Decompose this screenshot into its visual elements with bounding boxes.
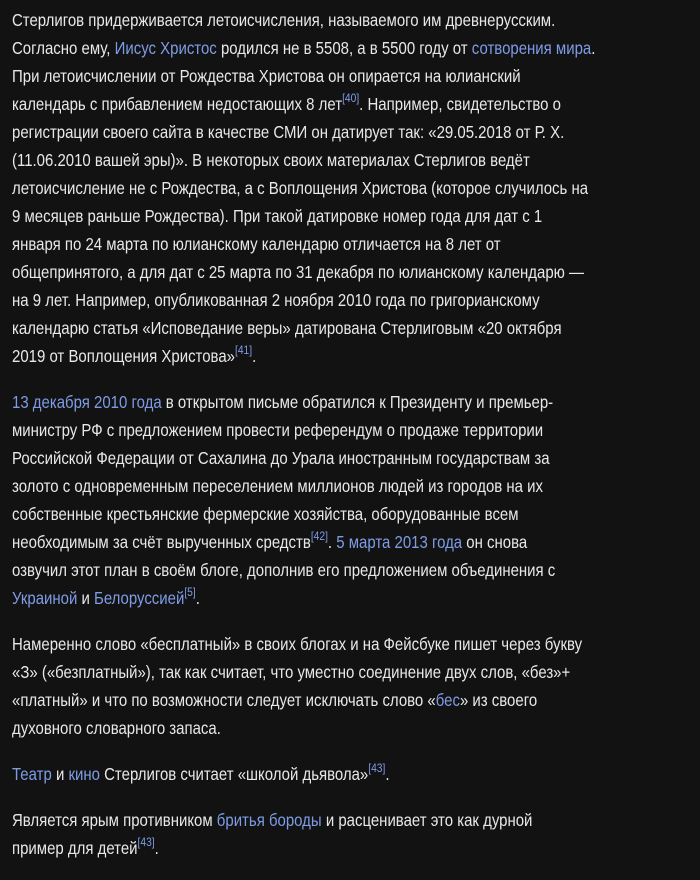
- text: Является ярым противником: [12, 810, 217, 830]
- paragraph-referendum: [12, 388, 679, 612]
- text: в открытом письме обратился к Президенту и премьер-: [161, 392, 554, 412]
- link-shaving[interactable]: бритья бороды: [216, 810, 322, 830]
- text: пример для детей: [12, 838, 138, 858]
- paragraph-theatre: [12, 760, 679, 788]
- text-line: [12, 584, 679, 612]
- text-line: озвучил этот план в своём блоге, дополнив его предложением объединения с: [12, 560, 556, 580]
- reference-link[interactable]: [42]: [310, 529, 328, 543]
- link-date-2010[interactable]: 13 декабря 2010 года: [12, 392, 162, 412]
- text-line: летоисчисление не с Рождества, а с Воплощения Христова (которое случилось на: [12, 178, 589, 198]
- paragraph-bezplatny: [12, 630, 679, 742]
- text-line: Намеренно слово «бесплатный» в своих блогах и на Фейсбуке пишет через букву: [12, 634, 583, 654]
- reference-40[interactable]: [342, 91, 359, 105]
- text-line: [12, 342, 679, 370]
- text-line: общепринятого, а для дат с 25 марта по 31 декабря по юлианскому календарю —: [12, 262, 585, 282]
- text: родился не в 5508, а в 5500 году от: [216, 38, 472, 58]
- text-line: [12, 34, 679, 62]
- link-bes[interactable]: бес: [435, 690, 460, 710]
- text-line: [12, 388, 679, 416]
- text-line: При летоисчислении от Рождества Христова он опирается на юлианский: [12, 66, 521, 86]
- text-line: регистрации своего сайта в качестве СМИ он датирует так: «29.05.2018 от Р. Х.: [12, 122, 565, 142]
- text: .: [154, 838, 159, 858]
- text-line: министру РФ с предложением провести референдум о продаже территории: [12, 420, 544, 440]
- link-ukraine[interactable]: Украиной: [12, 588, 78, 608]
- text-line: 9 месяцев раньше Рождества). При такой датировке номер года для дат с 1: [12, 206, 543, 226]
- text: » из своего: [459, 690, 538, 710]
- text-line: [12, 834, 679, 862]
- text: Согласно ему,: [12, 38, 115, 58]
- link-creation-of-world[interactable]: сотворения мира: [471, 38, 592, 58]
- reference-41[interactable]: [235, 343, 252, 357]
- text: 2019 от Воплощения Христова»: [12, 346, 235, 366]
- text-line: «З» («безплатный»), так как считает, что уместно соединение двух слов, «без»+: [12, 662, 571, 682]
- text: Стерлигов считает «школой дьявола»: [99, 764, 369, 784]
- text-line: [12, 806, 679, 834]
- text-line: золото с одновременным переселением миллионов людей из городов на их: [12, 476, 543, 496]
- text-line: собственные крестьянские фермерские хозяйства, оборудованные всем: [12, 504, 519, 524]
- reference-link[interactable]: [41]: [234, 343, 253, 357]
- text: необходимым за счёт вырученных средств: [12, 532, 311, 552]
- text-line: духовного словарного запаса.: [12, 718, 221, 738]
- text: «платный» и что по возможности следует исключать слово «: [12, 690, 436, 710]
- paragraph-calendar: [12, 6, 679, 370]
- text: и расценивает это как дурной: [321, 810, 533, 830]
- reference-link[interactable]: [5]: [184, 585, 196, 599]
- text-line: [12, 90, 679, 118]
- text-line: календарю статья «Исповедание веры» датирована Стерлиговым «20 октября: [12, 318, 562, 338]
- text: и: [77, 588, 94, 608]
- text: .: [591, 38, 596, 58]
- reference-42[interactable]: [311, 529, 328, 543]
- reference-5[interactable]: [184, 585, 195, 599]
- text-line: [12, 686, 679, 714]
- text-line: (11.06.2010 вашей эры)». В некоторых своих материалах Стерлигов ведёт: [12, 150, 530, 170]
- text-line: января по 24 марта по юлианскому календарю отличается на 8 лет от: [12, 234, 501, 254]
- reference-43[interactable]: [138, 835, 155, 849]
- text: и: [51, 764, 69, 784]
- text: . Например, свидетельство о: [359, 94, 561, 114]
- reference-43[interactable]: [368, 761, 385, 775]
- text: .: [327, 532, 337, 552]
- link-cinema[interactable]: кино: [68, 764, 100, 784]
- link-belarus[interactable]: Белоруссией: [93, 588, 185, 608]
- text-line: Российской Федерации от Сахалина до Урала иностранным государствам за: [12, 448, 550, 468]
- text: .: [252, 346, 257, 366]
- text: он снова: [462, 532, 528, 552]
- text: .: [195, 588, 200, 608]
- reference-link[interactable]: [40]: [342, 91, 360, 105]
- text-line: Стерлигов придерживается летоисчисления, называемого им древнерусским.: [12, 10, 556, 30]
- text-line: [12, 528, 679, 556]
- paragraph-beard: [12, 806, 679, 862]
- link-date-2013[interactable]: 5 марта 2013 года: [336, 532, 463, 552]
- text-line: [12, 760, 679, 788]
- text-line: на 9 лет. Например, опубликованная 2 ноября 2010 года по григорианскому: [12, 290, 540, 310]
- reference-link[interactable]: [43]: [368, 761, 386, 775]
- link-jesus-christ[interactable]: Иисус Христос: [114, 38, 217, 58]
- reference-link[interactable]: [43]: [137, 835, 155, 849]
- text: .: [385, 764, 390, 784]
- text: календарь с прибавлением недостающих 8 лет: [12, 94, 343, 114]
- article-body: [12, 6, 679, 880]
- link-theatre[interactable]: Театр: [12, 764, 52, 784]
